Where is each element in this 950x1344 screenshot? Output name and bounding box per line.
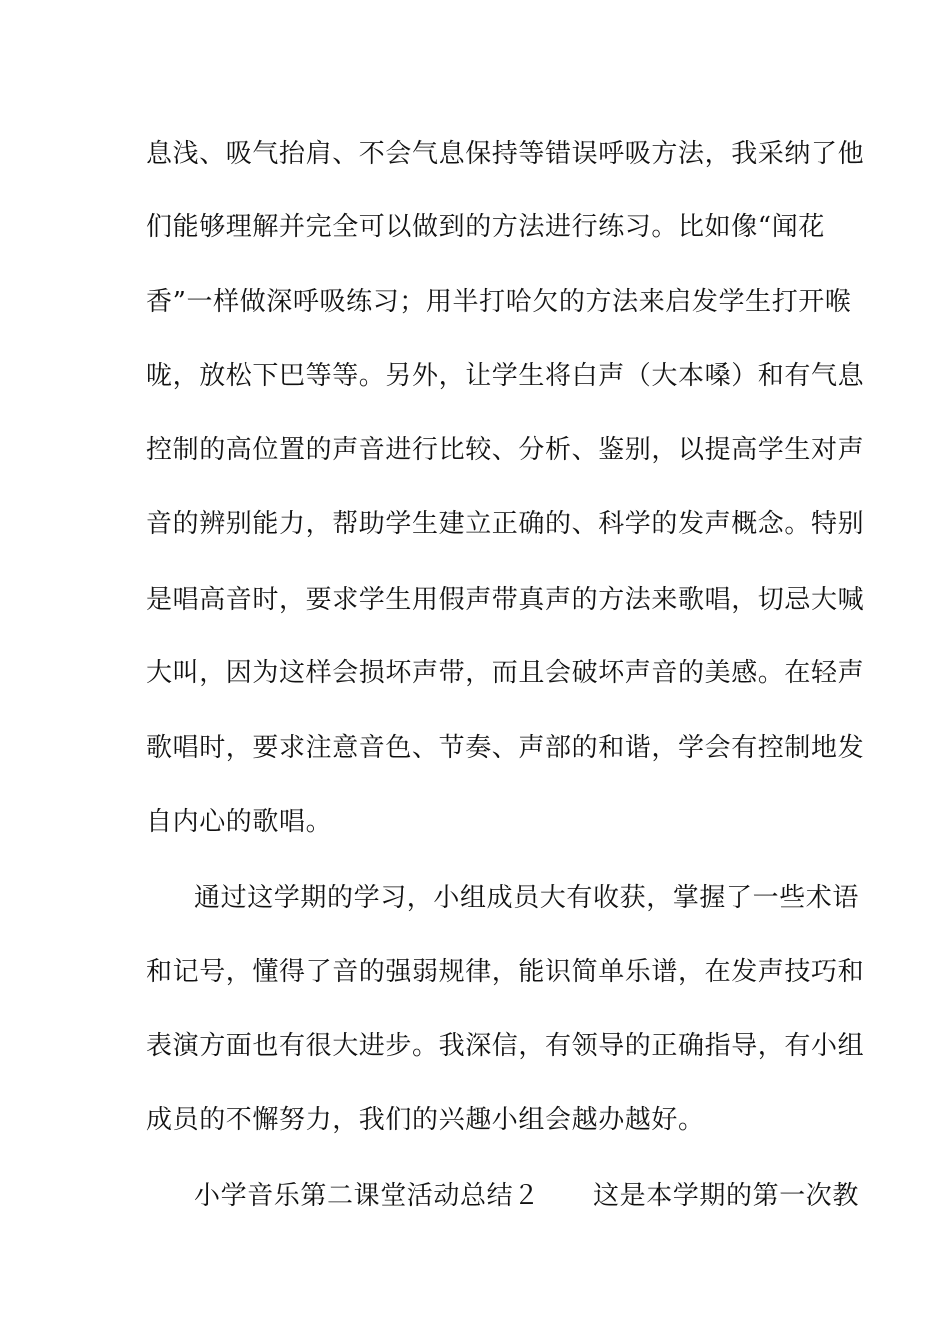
section-heading-line: 小学音乐第二课堂活动总结２ 这是本学期的第一次教 — [194, 1181, 860, 1211]
paragraph-line: 表演方面也有很大进步。我深信，有领导的正确指导，有小组 — [146, 1031, 865, 1061]
paragraph-line: 们能够理解并完全可以做到的方法进行练习。比如像“闻花 — [146, 212, 825, 242]
paragraph-line: 香”一样做深呼吸练习；用半打哈欠的方法来启发学生打开喉 — [146, 287, 852, 317]
paragraph-line: 和记号，懂得了音的强弱规律，能识简单乐谱，在发声技巧和 — [146, 957, 865, 987]
paragraph-line: 控制的高位置的声音进行比较、分析、鉴别，以提高学生对声 — [146, 435, 865, 465]
paragraph-line: 音的辨别能力，帮助学生建立正确的、科学的发声概念。特别 — [146, 509, 865, 539]
paragraph-line: 息浅、吸气抬肩、不会气息保持等错误呼吸方法，我采纳了他 — [146, 139, 865, 169]
paragraph-line: 大叫，因为这样会损坏声带，而且会破坏声音的美感。在轻声 — [146, 658, 865, 688]
paragraph-line: 咙，放松下巴等等。另外，让学生将白声（大本嗓）和有气息 — [146, 361, 865, 391]
paragraph-line: 成员的不懈努力，我们的兴趣小组会越办越好。 — [146, 1105, 705, 1135]
paragraph-line: 是唱高音时，要求学生用假声带真声的方法来歌唱，切忌大喊 — [146, 585, 865, 615]
paragraph-line: 歌唱时，要求注意音色、节奏、声部的和谐，学会有控制地发 — [146, 733, 865, 763]
paragraph-line: 通过这学期的学习，小组成员大有收获，掌握了一些术语 — [194, 883, 860, 913]
paragraph-line: 自内心的歌唱。 — [146, 807, 333, 837]
